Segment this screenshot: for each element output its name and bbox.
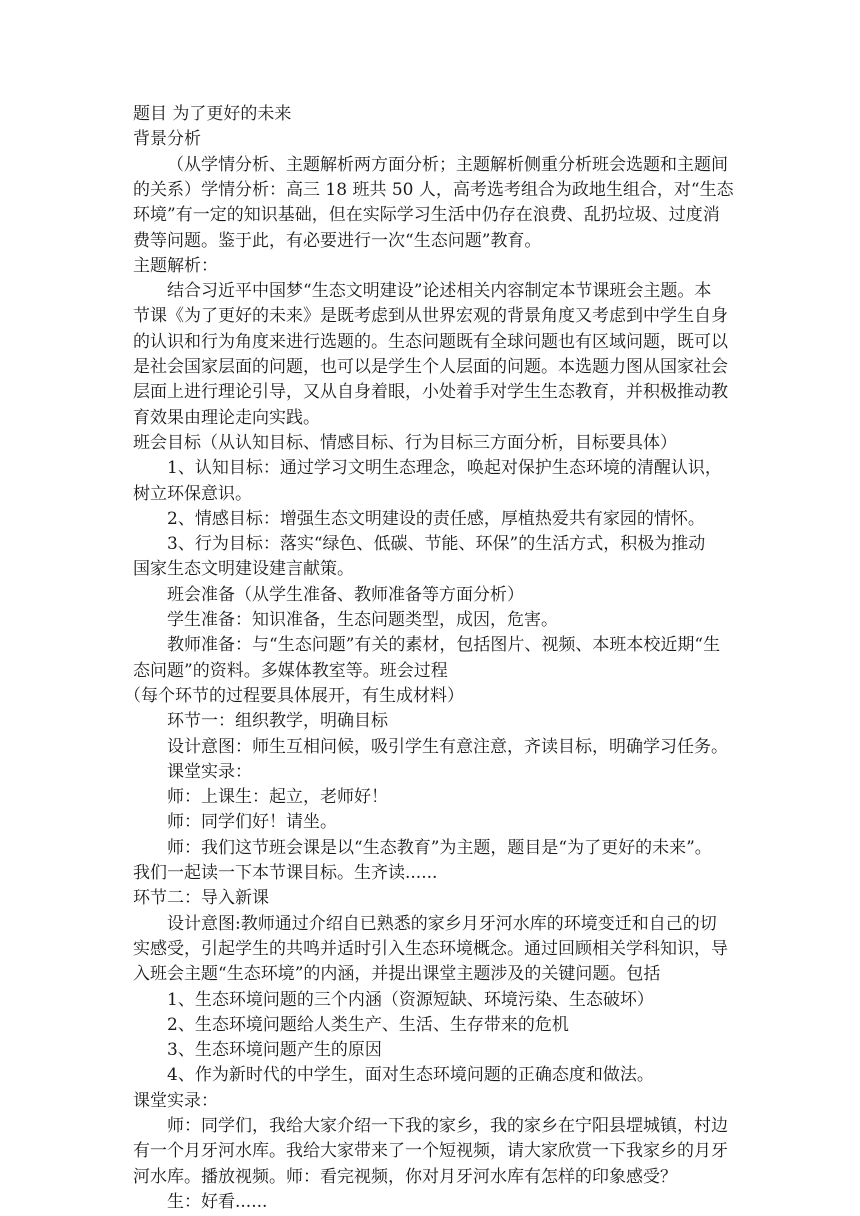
- list-item: 1、认知目标：通过学习文明生态理念，唤起对保护生态环境的清醒认识，: [167, 458, 722, 479]
- list-item: 3、行为目标：落实“绿色、低碳、节能、环保”的生活方式，积极为推动: [167, 534, 706, 555]
- paragraph-line: 树立环保意识。: [133, 483, 252, 504]
- list-item: 2、情感目标：增强生态文明建设的责任感，厚植热爱共有家园的情怀。: [167, 508, 705, 529]
- dialogue-line: 师：上课生：起立，老师好！: [167, 787, 388, 808]
- paragraph-line: 层面上进行理论引导，又从自身着眼，小处着手对学生生态教育，并积极推动教: [133, 382, 728, 403]
- dialogue-line: 师：同学们，我给大家介绍一下我的家乡，我的家乡在宁阳县堽城镇，村边: [167, 1116, 728, 1137]
- list-item: 1、生态环境问题的三个内涵（资源短缺、环境污染、生态破坏）: [167, 989, 654, 1010]
- paragraph-line: 设计意图：师生互相问候，吸引学生有意注意，齐读目标，明确学习任务。: [167, 736, 728, 757]
- paragraph-line: 入班会主题“生态环境”的内涵，并提出课堂主题涉及的关键问题。包括: [133, 964, 661, 985]
- paragraph-line: 费等问题。鉴于此，有必要进行一次“生态问题”教育。: [133, 230, 542, 251]
- paragraph-line: 态问题”的资料。多媒体教室等。班会过程: [133, 660, 448, 681]
- section-heading-theme: 主题解析：: [133, 255, 218, 276]
- list-item: 4、作为新时代的中学生，面对生态环境问题的正确态度和做法。: [167, 1065, 654, 1086]
- paragraph-line: （每个环节的过程要具体展开，有生成材料）: [124, 685, 464, 706]
- paragraph-line: 教师准备：与“生态问题”有关的素材，包括图片、视频、本班本校近期“生: [167, 635, 721, 656]
- section-heading-step-one: 环节一：组织教学，明确目标: [167, 711, 388, 732]
- dialogue-line: 有一个月牙河水库。我给大家带来了一个短视频，请大家欣赏一下我家乡的月牙: [133, 1141, 728, 1162]
- paragraph-line: 设计意图:教师通过介绍自已熟悉的家乡月牙河水库的环境变迁和自己的切: [167, 913, 717, 934]
- paragraph-line: 育效果由理论走向实践。: [133, 407, 320, 428]
- document-title: 题目 为了更好的未来: [133, 104, 292, 124]
- dialogue-line: 河水库。播放视频。师：看完视频，你对月牙河水库有怎样的印象感受？: [133, 1166, 677, 1187]
- paragraph-line: 是社会国家层面的问题，也可以是学生个人层面的问题。本选题力图从国家社会: [133, 357, 728, 378]
- paragraph-line: 国家生态文明建设建言献策。: [133, 559, 354, 580]
- paragraph-line: 的认识和行为角度来进行选题的。生态问题既有全球问题也有区域问题，既可以: [133, 331, 728, 352]
- dialogue-line: 生：好看......: [167, 1192, 268, 1212]
- section-heading-class-record: 课堂实录：: [133, 1090, 218, 1111]
- dialogue-line: 师：我们这节班会课是以“生态教育”为主题，题目是“为了更好的未来”。: [167, 837, 712, 858]
- dialogue-line: 我们一起读一下本节课目标。生齐读......: [133, 863, 438, 884]
- paragraph-line: 结合习近平中国梦“生态文明建设”论述相关内容制定本节课班会主题。本: [167, 281, 712, 302]
- section-heading-step-two: 环节二：导入新课: [133, 888, 269, 909]
- paragraph-line: （从学情分析、主题解析两方面分析；主题解析侧重分析班会选题和主题间: [167, 154, 728, 175]
- dialogue-line: 师：同学们好！请坐。: [167, 812, 337, 833]
- paragraph-line: 的关系）学情分析：高三 18 班共 50 人，高考选考组合为政地生组合，对“生态: [133, 179, 734, 200]
- section-heading-preparation: 班会准备（从学生准备、教师准备等方面分析）: [167, 584, 524, 605]
- list-item: 3、生态环境问题产生的原因: [167, 1040, 382, 1061]
- paragraph-line: 学生准备：知识准备，生态问题类型，成因，危害。: [167, 610, 558, 631]
- section-heading-background: 背景分析: [133, 129, 201, 150]
- list-item: 2、生态环境问题给人类生产、生活、生存带来的危机: [167, 1014, 569, 1035]
- paragraph-line: 课堂实录：: [167, 761, 252, 782]
- section-heading-goals: 班会目标（从认知目标、情感目标、行为目标三方面分析，目标要具体）: [133, 432, 677, 453]
- paragraph-line: 环境”有一定的知识基础，但在实际学习生活中仍存在浪费、乱扔垃圾、过度消: [133, 205, 720, 226]
- paragraph-line: 节课《为了更好的未来》是既考虑到从世界宏观的背景角度又考虑到中学生自身: [133, 306, 728, 327]
- paragraph-line: 实感受，引起学生的共鸣并适时引入生态环境概念。通过回顾相关学科知识，导: [133, 938, 728, 959]
